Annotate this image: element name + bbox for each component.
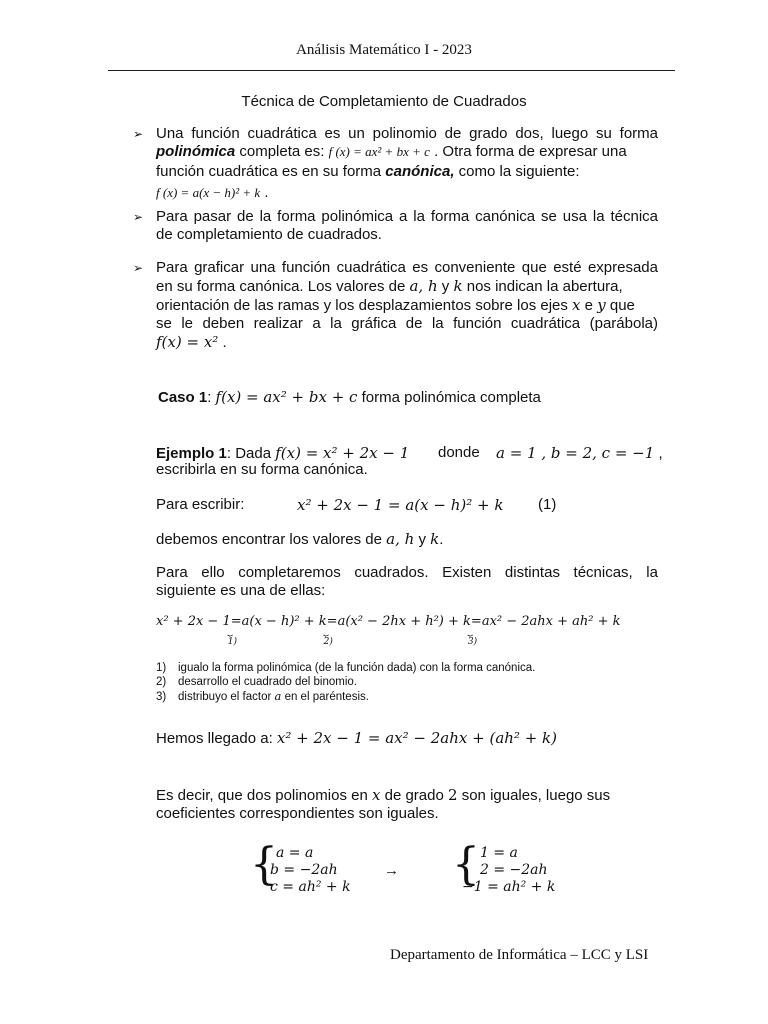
equation-1: x² + 2x − 1 = a(x − h)² + k <box>297 496 504 514</box>
document-title: Técnica de Completamiento de Cuadrados <box>241 93 527 110</box>
bullet-1-line-4: f (x) = a(x − h)² + k . <box>156 184 269 201</box>
notes-list <box>156 661 535 704</box>
es-decir-paragraph: Es decir, que dos polinomios en x de grado 2 son iguales, luego sus coeficientes correspondientes son iguales. <box>156 786 611 822</box>
canonical-form-formula: f (x) = a(x − h)² + k <box>156 185 261 200</box>
equation-1-number: (1) <box>538 496 557 513</box>
para-ello-paragraph: Para ello completaremos cuadrados. Existen distintas técnicas, la siguiente es una de ellas: <box>156 564 658 599</box>
bullet-arrow-icon: ➢ <box>133 127 144 141</box>
bullet-3: Para graficar una función cuadrática es conveniente que esté expresada en su forma canónica. Los valores de a, h y k nos indican la abertura, orientación de las ramas y los desplazamientos sobre los ejes x e y que se le deben realizar a la gráfica de la función cuadrática (parábola) f(x) = x² . <box>156 259 658 351</box>
system-left: a = a b = −2ah c = ah² + k <box>270 845 351 895</box>
note-item: 2) desarrollo el cuadrado del binomio. <box>156 676 357 688</box>
header-rule <box>108 70 675 71</box>
bullet-1-line-1: Una función cuadrática es un polinomio de grado dos, luego su forma <box>156 125 658 142</box>
page-header: Análisis Matemático I - 2023 <box>296 42 472 58</box>
right-brace: { <box>452 839 480 890</box>
ejemplo-1-donde: donde <box>438 444 480 461</box>
polynomial-form-formula: f (x) = ax² + bx + c <box>328 144 430 159</box>
left-brace: { <box>250 839 278 890</box>
polinomica-term: polinómica <box>156 143 236 160</box>
bullet-1-line-3: función cuadrática es en su forma canónica, como la siguiente: <box>156 163 580 180</box>
page-footer: Departamento de Informática – LCC y LSI <box>390 947 649 963</box>
bullet-1 <box>156 125 658 202</box>
note-item: 3) distribuyo el factor a en el paréntesis. <box>156 689 369 703</box>
caso-1-heading: Caso 1: f(x) = ax² + bx + c forma polinómica completa <box>158 388 541 406</box>
equation-chain: x² + 2x − 1= ⏟ 1) a(x − h)² + k= ⏟ 2) a(x² − 2hx + h²) + k= ⏟ 3) ax² − 2ahx + ah² + k <box>156 614 621 647</box>
implies-arrow-icon: → <box>384 862 399 879</box>
debemos-line: debemos encontrar los valores de a, h y k. <box>156 530 444 548</box>
para-escribir-label: Para escribir: <box>156 496 245 513</box>
hemos-llegado-line: Hemos llegado a: x² + 2x − 1 = ax² − 2ahx + (ah² + k) <box>156 729 557 747</box>
bullet-arrow-icon: ➢ <box>133 261 144 275</box>
bullet-arrow-icon: ➢ <box>133 210 144 224</box>
ejemplo-1-line-2: escribirla en su forma canónica. <box>156 461 368 478</box>
note-item: 1) igualo la forma polinómica (de la función dada) con la forma canónica. <box>156 662 536 674</box>
bullet-1-line-2: polinómica completa es: f (x) = ax² + bx + c . Otra forma de expresar una <box>156 143 627 160</box>
bullet-2: Para pasar de la forma polinómica a la forma canónica se usa la técnica de completamiento de cuadrados. <box>156 208 658 243</box>
canonica-term: canónica, <box>385 163 455 180</box>
parabola-formula: f(x) = x² <box>156 333 219 351</box>
ejemplo-1-values: a = 1 , b = 2, c = −1 , <box>496 444 663 462</box>
system-right: 1 = a 2 = −2ah −1 = ah² + k <box>462 845 556 895</box>
ejemplo-1-heading: Ejemplo 1: Dada f(x) = x² + 2x − 1 <box>156 444 410 462</box>
